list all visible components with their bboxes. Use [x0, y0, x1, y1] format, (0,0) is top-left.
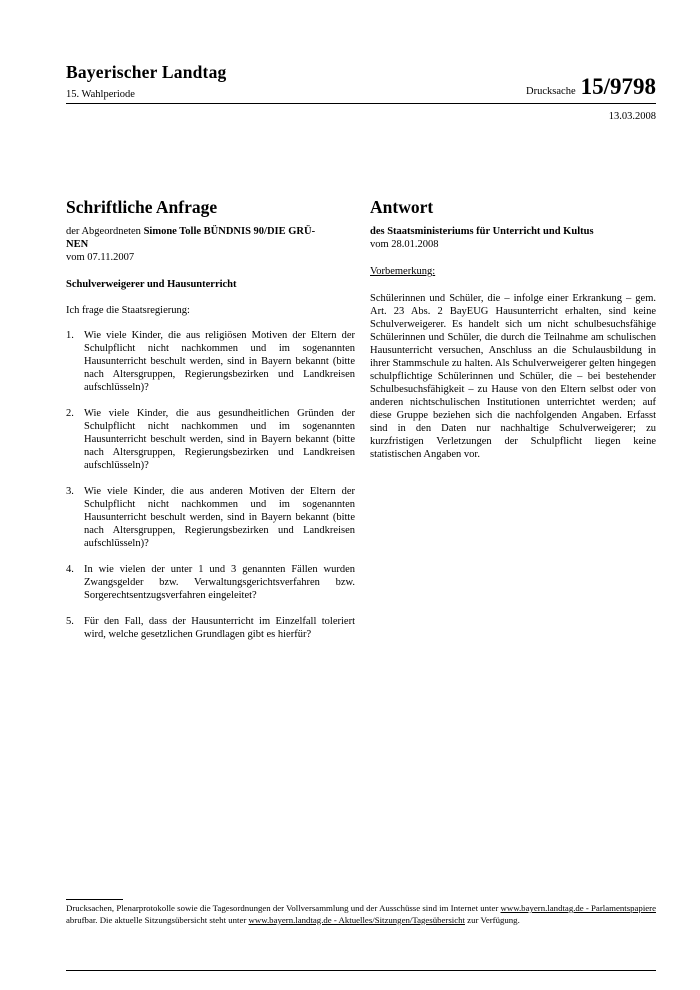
anfrage-heading: Schriftliche Anfrage [66, 197, 218, 217]
question-text: Wie viele Kinder, die aus anderen Motiven der Eltern der Schulpflicht nicht nachkommen und im sogenannten Hausunterricht beschult werden, sind in Bayern bekannt (bitte nach Altersgruppen, Regierungsbezirken und Landkreisen aufschlüsseln)? [84, 486, 355, 549]
footer-text [66, 903, 656, 926]
anfrage-subject: Schulverweigerer und Hausunterricht [66, 279, 237, 290]
footer-text-part3: zur Verfügung. [464, 914, 520, 925]
question-number: 4. [66, 564, 74, 575]
anfrage-date: vom 07.11.2007 [66, 252, 135, 263]
question-text: In wie vielen der unter 1 und 3 genannten Fällen wurden Zwangsgelder bzw. Verwaltungsgerichtsverfahren bzw. Sorgerechtsentzugsverfahren eingeleitet? [84, 564, 355, 601]
anfrage-byline [66, 225, 355, 251]
drucksache-block [526, 74, 656, 100]
legislature-label: 15. Wahlperiode [66, 89, 135, 100]
antwort-heading: Antwort [370, 197, 434, 217]
question-item [66, 329, 355, 394]
footer-text-part1: Drucksachen, Plenarprotokolle sowie die Tagesordnungen der Vollversammlung und der Ausschüsse sind im Internet unter [66, 903, 501, 913]
question-text: Wie viele Kinder, die aus religiösen Motiven der Eltern der Schulpflicht nicht nachkommen und im sogenannten Hausunterricht beschult werden, sind in Bayern bekannt (bitte nach Altersgruppen, Regierungsbezirken und Landkreisen aufschlüsseln)? [84, 330, 355, 393]
antwort-date: vom 28.01.2008 [370, 239, 439, 250]
antwort-column [370, 197, 656, 641]
question-item [66, 485, 355, 550]
bottom-rule [66, 970, 656, 971]
footer-link-tagesuebersicht[interactable]: www.bayern.landtag.de - Aktuelles/Sitzungen/Tagesübersicht [248, 914, 465, 925]
question-text: Für den Fall, dass der Hausunterricht im Einzelfall toleriert wird, welche gesetzlichen Grundlagen gibt es hierfür? [84, 616, 355, 640]
footer-link-parlamentspapiere[interactable]: www.bayern.landtag.de - Parlamentspapiere [500, 903, 657, 913]
page-footer [66, 899, 656, 971]
footer-text-part2: abrufbar. Die aktuelle Sitzungsübersicht steht unter [66, 914, 249, 925]
masthead [66, 62, 656, 104]
antwort-body: Schülerinnen und Schüler, die – infolge einer Erkrankung – gem. Art. 23 Abs. 2 BayEUG Hausunterricht erhalten, sind keine Schulverweigerer. Es handelt sich um nicht schulbesuchsfähige Schülerinnen und Schüler, die durch die Teilnahme am schulischen Hausunterricht versuchen, Anschluss an die Schulausbildung in ihrer Stammschule zu halten. Als Schulverweigerer gelten hingegen schulpflichtige Schülerinnen und Schüler, die – bei bestehender Schulbesuchsfähigkeit – zu Hause von den Eltern selbst oder von anderen nichtschulischen Institutionen unterrichtet werden; auf diese Gruppe beziehen sich die nachfolgenden Angaben. Erfasst sind in den Daten nur nachhaltige Schulverweigerer; zu kurzfristigen Verletzungen der Schulpflicht liegen keine statistischen Angaben vor. [370, 293, 656, 460]
question-item [66, 563, 355, 602]
question-number: 3. [66, 486, 74, 497]
footnote-separator [66, 899, 123, 900]
question-number: 5. [66, 616, 74, 627]
document-date: 13.03.2008 [608, 111, 656, 122]
question-item [66, 407, 355, 472]
drucksache-number: 15/9798 [580, 74, 656, 99]
anfrage-byline-prefix: der Abgeordneten [66, 226, 144, 237]
question-text: Wie viele Kinder, die aus gesundheitlichen Gründen der Schulpflicht nicht nachkommen und im sogenannten Hausunterricht beschult werden, sind in Bayern bekannt (bitte nach Altersgruppen, Regierungsbezirken und Landkreisen aufschlüsseln)? [84, 408, 355, 471]
anfrage-column [66, 197, 355, 641]
landtag-title: Bayerischer Landtag [66, 62, 227, 82]
question-list [66, 329, 355, 641]
anfrage-intro: Ich frage die Staatsregierung: [66, 305, 190, 316]
antwort-byline: des Staatsministeriums für Unterricht und Kultus [370, 226, 594, 237]
content-columns [66, 197, 656, 641]
question-number: 2. [66, 408, 74, 419]
masthead-left [66, 62, 227, 100]
drucksache-label: Drucksache [526, 86, 576, 97]
question-item [66, 615, 355, 641]
question-number: 1. [66, 330, 74, 341]
vorbemerkung-label: Vorbemerkung: [370, 266, 436, 277]
anfrage-byline-name: Simone Tolle BÜNDNIS 90/DIE GRÜ- NEN [66, 226, 316, 250]
document-header [66, 62, 656, 122]
